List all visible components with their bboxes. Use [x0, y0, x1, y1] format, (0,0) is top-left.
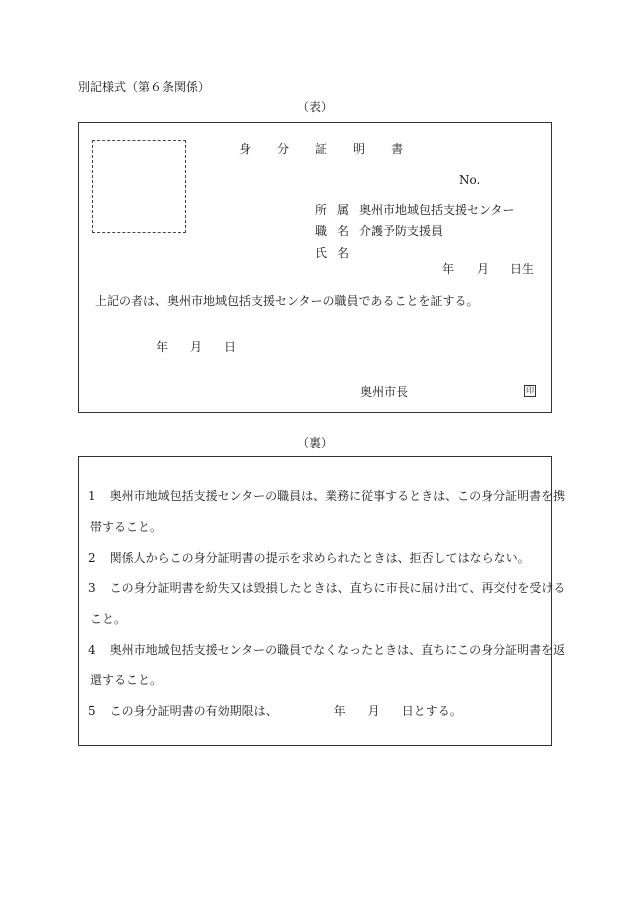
id-card-front — [78, 122, 552, 413]
title-char: 身 — [239, 142, 252, 156]
birth-month: 月 — [477, 262, 490, 276]
item-number: 3 — [88, 581, 96, 595]
expiry-text: この身分証明書の有効期限は、 — [109, 704, 278, 718]
photo-placeholder — [92, 140, 186, 233]
job-title-value: 介護予防支援員 — [359, 224, 444, 238]
issue-date — [156, 340, 236, 354]
name-row — [315, 246, 359, 260]
notice-item-3 — [88, 581, 565, 595]
issue-day: 日 — [224, 340, 237, 354]
item-number: 2 — [88, 551, 96, 565]
front-caption: （表） — [297, 100, 334, 114]
birth-year: 年 — [442, 262, 455, 276]
job-title-row — [315, 224, 443, 238]
expiry-year: 年 — [333, 704, 346, 718]
item-text: 奥州市地域包括支援センターの職員でなくなったときは、直ちにこの身分証明書を返 — [109, 643, 566, 657]
item-text: この身分証明書を紛失又は毀損したときは、直ちに市長に届け出て、再交付を受ける — [109, 581, 566, 595]
birth-date — [442, 262, 534, 276]
id-card-back — [78, 456, 566, 746]
notice-item-2 — [88, 551, 530, 565]
seal-mark: 印 — [526, 386, 534, 395]
form-label: 別記様式（第６条関係） — [78, 80, 211, 94]
item-number: 5 — [88, 704, 96, 718]
item-number: 4 — [88, 643, 96, 657]
notice-item-1-cont: 帯すること。 — [90, 520, 163, 534]
birth-day: 日生 — [510, 262, 535, 276]
affiliation-label-char: 所 — [315, 203, 328, 217]
notice-item-4-cont: 還すること。 — [90, 673, 163, 687]
card-number-label: No. — [459, 173, 481, 187]
item-text: 奥州市地域包括支援センターの職員は、業務に従事するときは、この身分証明書を携 — [109, 489, 566, 503]
expiry-month: 月 — [367, 704, 380, 718]
issue-month: 月 — [190, 340, 203, 354]
issuer-name: 奥州市長 — [360, 385, 409, 399]
title-char: 明 — [353, 142, 366, 156]
title-char: 分 — [277, 142, 290, 156]
notice-item-5 — [88, 704, 462, 718]
affiliation-label-char: 属 — [337, 203, 350, 217]
notice-item-3-cont: こと。 — [90, 612, 127, 626]
certification-statement: 上記の者は、奥州市地域包括支援センターの職員であることを証する。 — [95, 294, 479, 308]
expiry-day: 日とする。 — [401, 704, 462, 718]
item-text: 関係人からこの身分証明書の提示を求められたときは、拒否してはならない。 — [109, 551, 530, 565]
notice-item-1 — [88, 489, 565, 503]
job-title-label-char: 職 — [315, 224, 328, 238]
notice-item-4 — [88, 643, 565, 657]
name-label-char: 氏 — [315, 246, 328, 260]
name-label-char: 名 — [337, 246, 350, 260]
job-title-label-char: 名 — [337, 224, 350, 238]
affiliation-row — [315, 203, 515, 217]
back-caption: （裏） — [297, 436, 334, 450]
title-char: 書 — [391, 142, 404, 156]
card-title — [239, 142, 403, 156]
issue-year: 年 — [156, 340, 169, 354]
item-number: 1 — [88, 489, 96, 503]
affiliation-value: 奥州市地域包括支援センター — [359, 203, 515, 217]
title-char: 証 — [315, 142, 328, 156]
